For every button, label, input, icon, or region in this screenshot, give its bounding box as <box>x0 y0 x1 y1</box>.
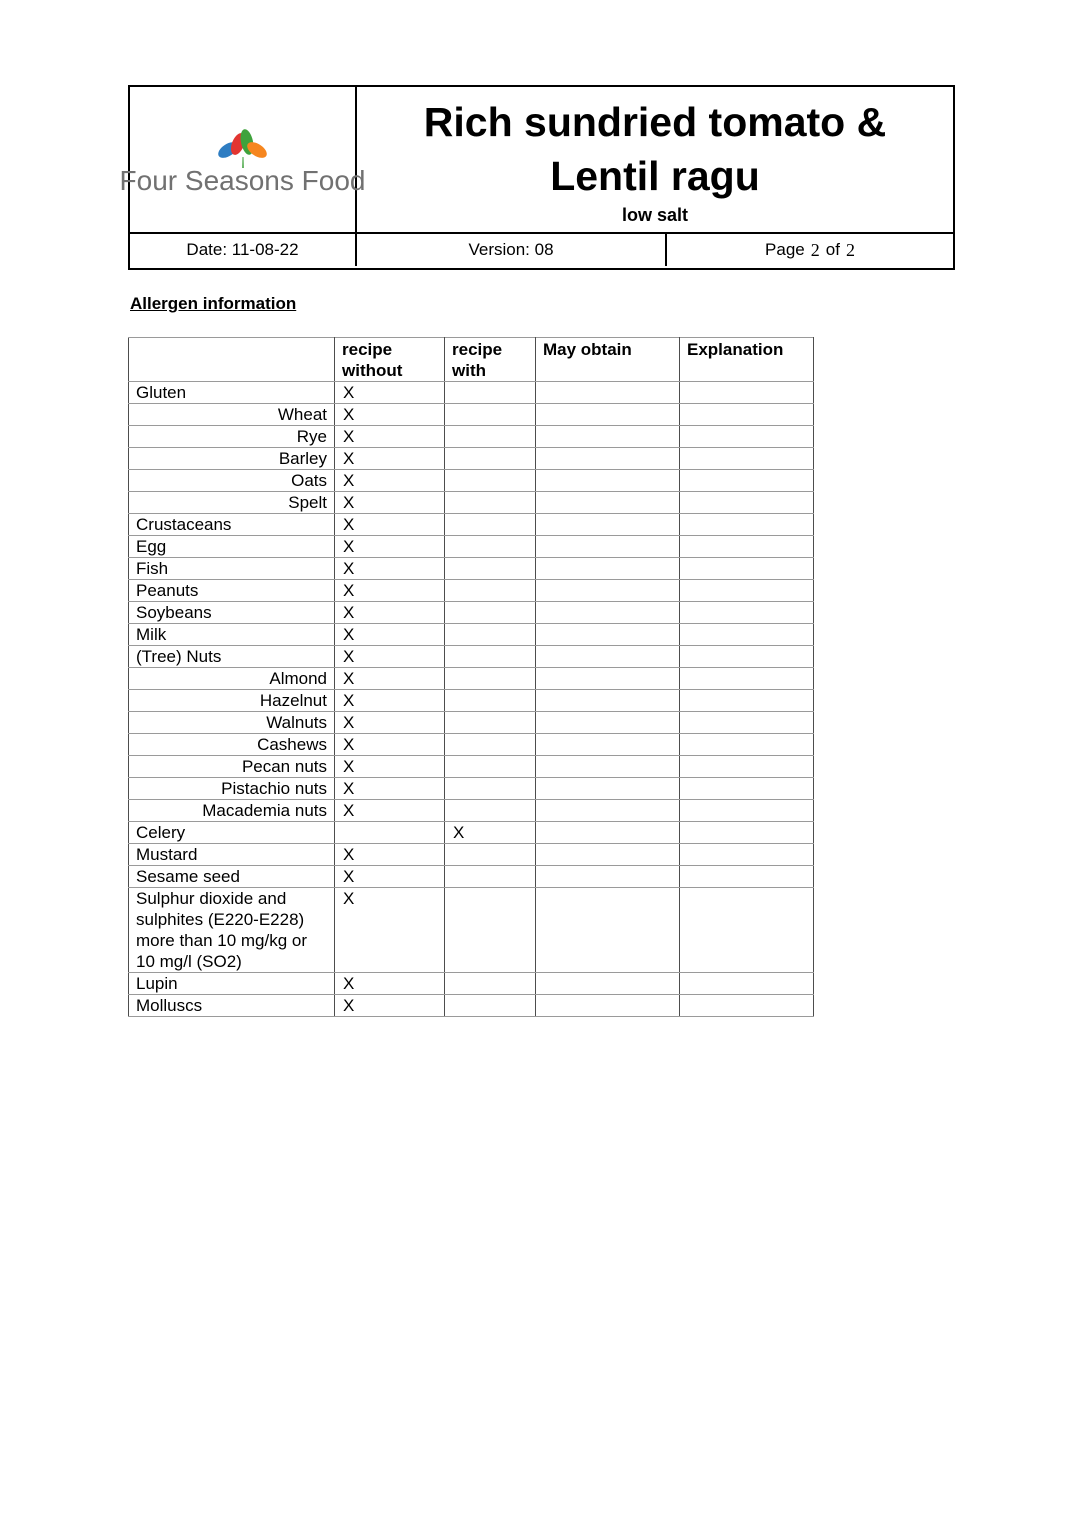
may-obtain-cell <box>536 382 680 404</box>
may-obtain-cell <box>536 602 680 624</box>
recipe-with-cell <box>445 995 536 1017</box>
explanation-cell <box>680 778 814 800</box>
page-total: 2 <box>845 239 855 260</box>
explanation-cell <box>680 690 814 712</box>
may-obtain-cell <box>536 844 680 866</box>
allergen-label: Walnuts <box>129 712 335 734</box>
explanation-cell <box>680 756 814 778</box>
table-row <box>129 514 814 536</box>
recipe-without-cell: X <box>335 536 445 558</box>
recipe-with-cell <box>445 866 536 888</box>
page-label: Page <box>765 240 805 259</box>
may-obtain-cell <box>536 492 680 514</box>
recipe-without-cell: X <box>335 690 445 712</box>
explanation-cell <box>680 536 814 558</box>
column-header-recipe-without: recipe without <box>335 338 445 382</box>
explanation-cell <box>680 866 814 888</box>
table-row <box>129 492 814 514</box>
may-obtain-cell <box>536 426 680 448</box>
table-row <box>129 536 814 558</box>
explanation-cell <box>680 448 814 470</box>
company-logo <box>119 87 366 232</box>
allergen-label: Fish <box>129 558 335 580</box>
recipe-with-cell <box>445 470 536 492</box>
recipe-with-cell <box>445 712 536 734</box>
allergen-table-body <box>129 382 814 1017</box>
table-row <box>129 602 814 624</box>
recipe-with-cell: X <box>445 822 536 844</box>
may-obtain-cell <box>536 866 680 888</box>
explanation-cell <box>680 995 814 1017</box>
recipe-without-cell: X <box>335 602 445 624</box>
allergen-label: Sulphur dioxide and sulphites (E220-E228) more than 10 mg/kg or 10 mg/l (SO2) <box>129 888 335 973</box>
table-row <box>129 448 814 470</box>
explanation-cell <box>680 580 814 602</box>
may-obtain-cell <box>536 756 680 778</box>
allergen-label: Crustaceans <box>129 514 335 536</box>
allergen-label: Hazelnut <box>129 690 335 712</box>
recipe-without-cell: X <box>335 558 445 580</box>
recipe-without-cell: X <box>335 756 445 778</box>
allergen-label: Gluten <box>129 382 335 404</box>
may-obtain-cell <box>536 646 680 668</box>
table-row <box>129 690 814 712</box>
recipe-without-cell: X <box>335 973 445 995</box>
recipe-with-cell <box>445 778 536 800</box>
table-row <box>129 995 814 1017</box>
recipe-with-cell <box>445 690 536 712</box>
may-obtain-cell <box>536 734 680 756</box>
explanation-cell <box>680 492 814 514</box>
explanation-cell <box>680 973 814 995</box>
recipe-with-cell <box>445 624 536 646</box>
table-row <box>129 778 814 800</box>
recipe-with-cell <box>445 404 536 426</box>
table-row <box>129 404 814 426</box>
page-of-label: of <box>825 240 840 259</box>
page-number-field <box>667 234 953 266</box>
may-obtain-cell <box>536 470 680 492</box>
recipe-with-cell <box>445 448 536 470</box>
recipe-without-cell: X <box>335 646 445 668</box>
explanation-cell <box>680 404 814 426</box>
table-row <box>129 888 814 973</box>
may-obtain-cell <box>536 778 680 800</box>
may-obtain-cell <box>536 448 680 470</box>
recipe-without-cell <box>335 822 445 844</box>
table-row <box>129 712 814 734</box>
four-seasons-leaves-icon <box>211 127 275 169</box>
recipe-with-cell <box>445 536 536 558</box>
allergen-label: Spelt <box>129 492 335 514</box>
allergen-label: Macademia nuts <box>129 800 335 822</box>
table-row <box>129 822 814 844</box>
explanation-cell <box>680 426 814 448</box>
recipe-without-cell: X <box>335 844 445 866</box>
allergen-label: Barley <box>129 448 335 470</box>
recipe-with-cell <box>445 580 536 602</box>
version-field: Version: 08 <box>357 234 667 266</box>
recipe-with-cell <box>445 382 536 404</box>
may-obtain-cell <box>536 514 680 536</box>
table-row <box>129 382 814 404</box>
allergen-label: Pecan nuts <box>129 756 335 778</box>
may-obtain-cell <box>536 822 680 844</box>
table-row <box>129 734 814 756</box>
may-obtain-cell <box>536 558 680 580</box>
header-top-row <box>119 87 953 232</box>
table-row <box>129 973 814 995</box>
recipe-without-cell: X <box>335 866 445 888</box>
may-obtain-cell <box>536 973 680 995</box>
may-obtain-cell <box>536 995 680 1017</box>
recipe-with-cell <box>445 888 536 973</box>
explanation-cell <box>680 646 814 668</box>
recipe-without-cell: X <box>335 382 445 404</box>
allergen-label: Lupin <box>129 973 335 995</box>
table-row <box>129 800 814 822</box>
header-meta-row <box>130 232 953 266</box>
table-row <box>129 580 814 602</box>
recipe-without-cell: X <box>335 470 445 492</box>
may-obtain-cell <box>536 668 680 690</box>
allergen-table-header <box>129 338 814 382</box>
recipe-with-cell <box>445 426 536 448</box>
allergen-label: Egg <box>129 536 335 558</box>
recipe-without-cell: X <box>335 624 445 646</box>
may-obtain-cell <box>536 712 680 734</box>
explanation-cell <box>680 822 814 844</box>
recipe-without-cell: X <box>335 514 445 536</box>
table-row <box>129 624 814 646</box>
page-subtitle: low salt <box>621 205 688 225</box>
allergen-label: Wheat <box>129 404 335 426</box>
explanation-cell <box>680 712 814 734</box>
allergen-label: Cashews <box>129 734 335 756</box>
document-title-block <box>357 87 953 232</box>
allergen-label: Sesame seed <box>129 866 335 888</box>
allergen-label: Celery <box>129 822 335 844</box>
page-current: 2 <box>810 239 820 260</box>
table-row <box>129 426 814 448</box>
recipe-with-cell <box>445 514 536 536</box>
page-title-line2: Lentil ragu <box>550 153 760 199</box>
table-row <box>129 844 814 866</box>
may-obtain-cell <box>536 690 680 712</box>
recipe-without-cell: X <box>335 888 445 973</box>
may-obtain-cell <box>536 624 680 646</box>
column-header-allergen <box>129 338 335 382</box>
explanation-cell <box>680 514 814 536</box>
table-row <box>129 668 814 690</box>
recipe-without-cell: X <box>335 668 445 690</box>
table-row <box>129 866 814 888</box>
allergen-label: Milk <box>129 624 335 646</box>
allergen-section-heading: Allergen information <box>130 294 297 313</box>
recipe-with-cell <box>445 844 536 866</box>
allergen-label: (Tree) Nuts <box>129 646 335 668</box>
allergen-label: Rye <box>129 426 335 448</box>
recipe-without-cell: X <box>335 778 445 800</box>
explanation-cell <box>680 602 814 624</box>
explanation-cell <box>680 470 814 492</box>
recipe-without-cell: X <box>335 492 445 514</box>
recipe-with-cell <box>445 646 536 668</box>
table-row <box>129 558 814 580</box>
date-field: Date: 11-08-22 <box>130 234 357 266</box>
may-obtain-cell <box>536 404 680 426</box>
may-obtain-cell <box>536 800 680 822</box>
allergen-label: Peanuts <box>129 580 335 602</box>
recipe-without-cell: X <box>335 426 445 448</box>
recipe-with-cell <box>445 492 536 514</box>
recipe-with-cell <box>445 602 536 624</box>
recipe-without-cell: X <box>335 800 445 822</box>
allergen-label: Soybeans <box>129 602 335 624</box>
company-name: Four Seasons Food <box>119 164 366 196</box>
column-header-explanation: Explanation <box>680 338 814 382</box>
recipe-with-cell <box>445 800 536 822</box>
recipe-without-cell: X <box>335 995 445 1017</box>
recipe-with-cell <box>445 668 536 690</box>
column-header-recipe-with: recipe with <box>445 338 536 382</box>
allergen-label: Molluscs <box>129 995 335 1017</box>
explanation-cell <box>680 382 814 404</box>
explanation-cell <box>680 734 814 756</box>
allergen-label: Pistachio nuts <box>129 778 335 800</box>
table-row <box>129 646 814 668</box>
allergen-label: Oats <box>129 470 335 492</box>
recipe-with-cell <box>445 973 536 995</box>
recipe-without-cell: X <box>335 734 445 756</box>
explanation-cell <box>680 668 814 690</box>
explanation-cell <box>680 888 814 973</box>
page-title-line1: Rich sundried tomato & <box>423 99 887 145</box>
explanation-cell <box>680 624 814 646</box>
may-obtain-cell <box>536 536 680 558</box>
recipe-without-cell: X <box>335 580 445 602</box>
recipe-with-cell <box>445 734 536 756</box>
allergen-label: Mustard <box>129 844 335 866</box>
table-row <box>129 470 814 492</box>
may-obtain-cell <box>536 888 680 973</box>
explanation-cell <box>680 844 814 866</box>
recipe-without-cell: X <box>335 404 445 426</box>
recipe-without-cell: X <box>335 712 445 734</box>
recipe-with-cell <box>445 756 536 778</box>
recipe-without-cell: X <box>335 448 445 470</box>
allergen-label: Almond <box>129 668 335 690</box>
may-obtain-cell <box>536 580 680 602</box>
table-row <box>129 756 814 778</box>
recipe-with-cell <box>445 558 536 580</box>
document-header <box>119 85 955 270</box>
allergen-table <box>128 337 814 1017</box>
explanation-cell <box>680 558 814 580</box>
column-header-may-obtain: May obtain <box>536 338 680 382</box>
explanation-cell <box>680 800 814 822</box>
